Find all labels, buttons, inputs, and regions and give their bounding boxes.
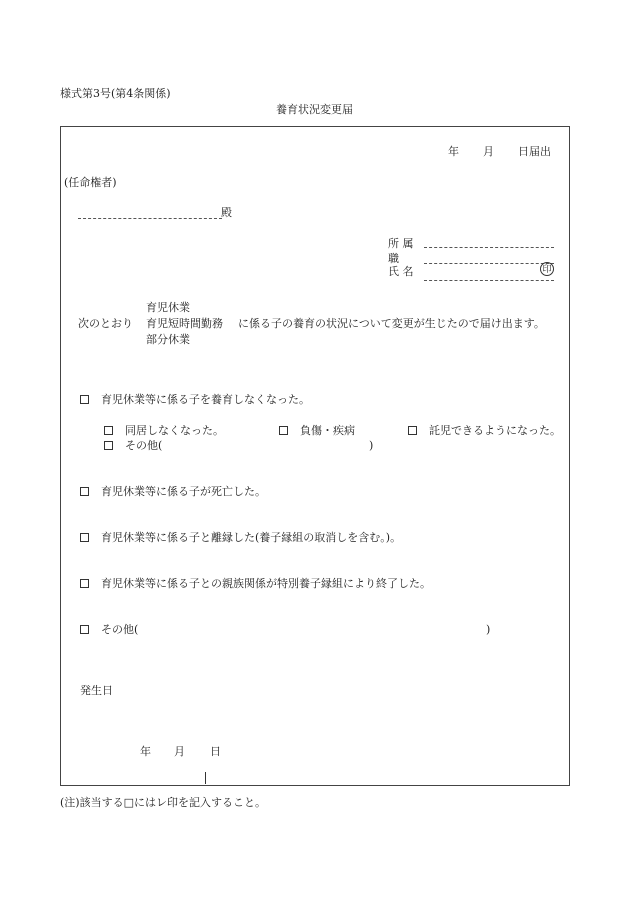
checkbox-separated[interactable] bbox=[80, 533, 89, 542]
checkbox-daycare[interactable] bbox=[408, 426, 417, 435]
sub-item-other-label: その他( bbox=[125, 439, 163, 452]
affiliation-line[interactable] bbox=[424, 247, 554, 248]
footnote: (注)該当する□にはレ印を記入すること。 bbox=[60, 796, 266, 809]
checkbox-sub-other[interactable] bbox=[104, 441, 113, 450]
item-special-adoption bbox=[80, 578, 431, 589]
intro-prefix: 次のとおり bbox=[78, 317, 133, 330]
position-line[interactable] bbox=[424, 263, 554, 264]
appointer-label: (任命権者) bbox=[64, 176, 117, 189]
tick-mark bbox=[205, 772, 206, 784]
sub-item-other bbox=[104, 440, 162, 451]
date-year: 年 bbox=[448, 145, 459, 158]
sub-item-daycare-label: 託児できるようになった。 bbox=[429, 424, 561, 437]
intro-option-partial-leave: 部分休業 bbox=[146, 333, 190, 346]
checkbox-child-died[interactable] bbox=[80, 487, 89, 496]
item-other-label: その他( bbox=[101, 623, 139, 636]
item-separated bbox=[80, 532, 401, 543]
position-label: 職 bbox=[388, 252, 399, 265]
checkbox-special-adoption[interactable] bbox=[80, 579, 89, 588]
form-number: 様式第3号(第4条関係) bbox=[60, 87, 171, 100]
item-no-longer-raising-label: 育児休業等に係る子を養育しなくなった。 bbox=[101, 393, 310, 406]
appointer-name-line[interactable] bbox=[78, 218, 222, 219]
checkbox-no-cohabit[interactable] bbox=[104, 426, 113, 435]
intro-option-childcare-leave: 育児休業 bbox=[146, 301, 190, 314]
form-title: 養育状況変更届 bbox=[276, 103, 353, 116]
date-day-submitted: 日届出 bbox=[518, 145, 551, 158]
item-other-close: ) bbox=[486, 623, 491, 636]
name-label: 氏 名 bbox=[388, 265, 414, 278]
seal-icon: 印 bbox=[540, 262, 554, 276]
name-line[interactable] bbox=[424, 280, 554, 281]
sub-item-no-cohabit bbox=[104, 425, 224, 436]
intro-option-short-hours: 育児短時間勤務 bbox=[146, 317, 223, 330]
sub-item-other-close: ) bbox=[369, 439, 374, 452]
item-child-died bbox=[80, 486, 266, 497]
item-special-adoption-label: 育児休業等に係る子との親族関係が特別養子縁組により終了した。 bbox=[101, 577, 431, 590]
date-month: 月 bbox=[483, 145, 494, 158]
checkbox-no-longer-raising[interactable] bbox=[80, 395, 89, 404]
intro-suffix: に係る子の養育の状況について変更が生じたので届け出ます。 bbox=[238, 317, 545, 330]
occurrence-day: 日 bbox=[210, 745, 221, 758]
sub-item-injury-label: 負傷・疾病 bbox=[300, 424, 355, 437]
form-frame bbox=[60, 126, 570, 786]
appointer-honorific: 殿 bbox=[221, 206, 232, 219]
occurrence-month: 月 bbox=[174, 745, 185, 758]
item-no-longer-raising bbox=[80, 394, 310, 405]
item-child-died-label: 育児休業等に係る子が死亡した。 bbox=[101, 485, 266, 498]
occurrence-year: 年 bbox=[140, 745, 151, 758]
sub-item-daycare bbox=[408, 425, 561, 436]
occurrence-label: 発生日 bbox=[80, 684, 113, 697]
item-other bbox=[80, 624, 138, 635]
checkbox-other[interactable] bbox=[80, 625, 89, 634]
affiliation-label: 所 属 bbox=[388, 237, 414, 250]
item-separated-label: 育児休業等に係る子と離縁した(養子縁組の取消しを含む。)。 bbox=[101, 531, 402, 544]
checkbox-injury[interactable] bbox=[279, 426, 288, 435]
sub-item-no-cohabit-label: 同居しなくなった。 bbox=[125, 424, 224, 437]
sub-item-injury bbox=[279, 425, 355, 436]
